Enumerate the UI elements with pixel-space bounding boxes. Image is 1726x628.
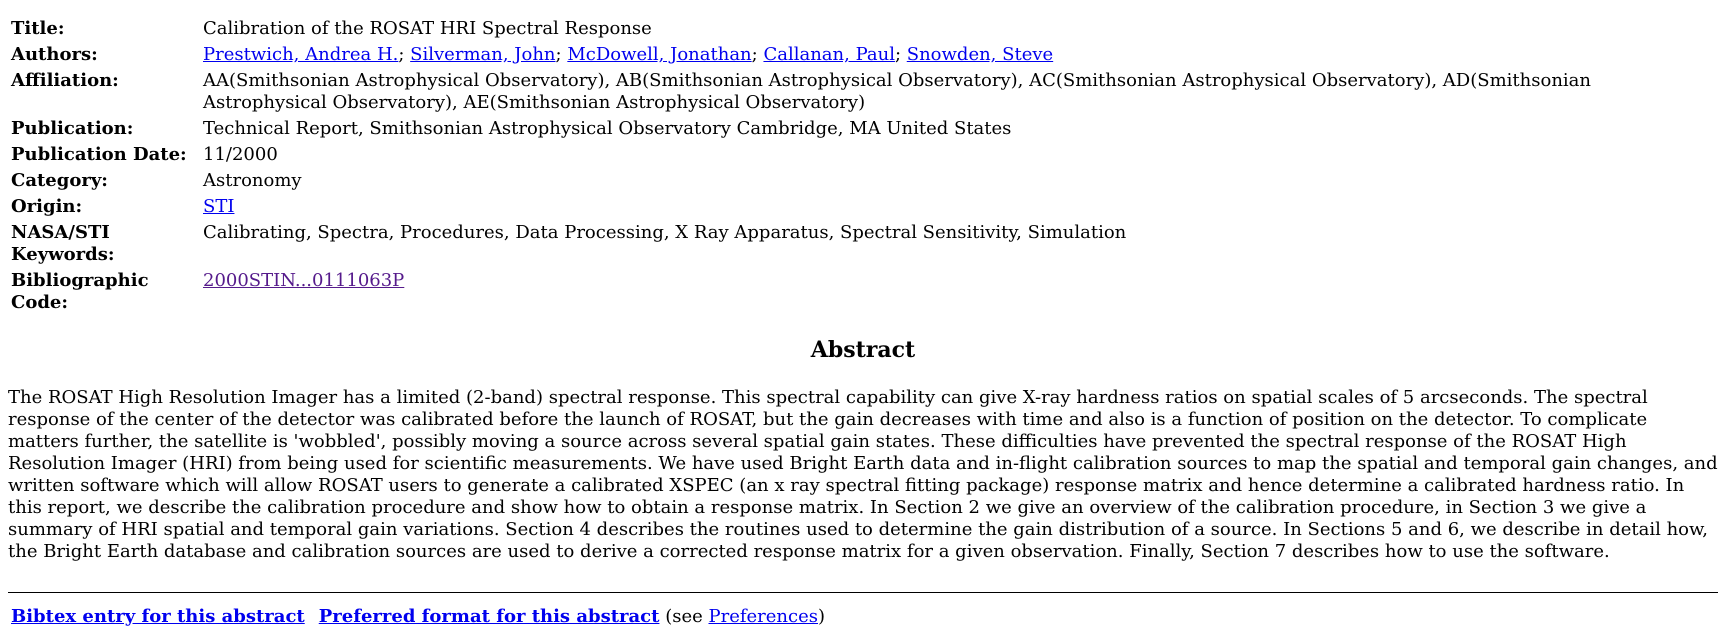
origin-value	[203, 196, 1718, 218]
authors-list	[203, 44, 1718, 66]
see-suffix: )	[818, 606, 826, 627]
metadata-table	[8, 18, 1718, 318]
authors-row	[8, 44, 1718, 66]
origin-row	[8, 196, 1718, 218]
see-prefix: (see	[665, 606, 709, 627]
category-value: Astronomy	[203, 170, 302, 191]
author-separator: ;	[555, 44, 568, 65]
pubdate-value: 11/2000	[203, 144, 278, 165]
abstract-text: The ROSAT High Resolution Imager has a limited (2-band) spectral response. This spectral capability can give X-ray hardness ratios on spatial scales of 5 arcseconds. The spectral response of the center of the detector was calibrated before the launch of ROSAT, but the gain decreases with time and also is a function of position on the detector. To complicate matters further, the satellite is 'wobbled', possibly moving a source across several spatial gain states. These difficulties have prevented the spectral response of the ROSAT High Resolution Imager (HRI) from being used for scientific measurements. We have used Bright Earth data and in-flight calibration sources to map the spatial and temporal gain changes, and written software which will allow ROSAT users to generate a calibrated XSPEC (an x ray spectral fitting package) response matrix and hence determine a calibrated hardness ratio. In this report, we describe the calibration procedure and show how to obtain a response matrix. In Section 2 we give an overview of the calibration procedure, in Section 3 we give a summary of HRI spatial and temporal gain variations. Section 4 describes the routines used to determine the gain distribution of a source. In Sections 5 and 6, we describe in detail how, the Bright Earth database and calibration sources are used to derive a corrected response matrix for a given observation. Finally, Section 7 describes how to use the software.	[8, 387, 1718, 562]
publication-row	[8, 118, 1718, 140]
keywords-row	[8, 222, 1718, 266]
title-row	[8, 18, 1718, 40]
author-separator: ;	[398, 44, 411, 65]
bibtex-link[interactable]: Bibtex entry for this abstract	[11, 606, 305, 627]
preferences-link[interactable]: Preferences	[708, 606, 818, 627]
author-link[interactable]: Prestwich, Andrea H.	[203, 44, 399, 65]
author-link[interactable]: Callanan, Paul	[763, 44, 895, 65]
keywords-value: Calibrating, Spectra, Procedures, Data Processing, X Ray Apparatus, Spectral Sensitivity, Simulation	[203, 222, 1127, 243]
pubdate-row	[8, 144, 1718, 166]
footer-links	[11, 606, 825, 628]
bibcode-row	[8, 270, 1718, 314]
publication-label: Publication:	[11, 118, 134, 139]
preferred-format-link[interactable]: Preferred format for this abstract	[318, 606, 660, 627]
category-label: Category:	[11, 170, 108, 191]
bibcode-label: Bibliographic Code:	[11, 270, 149, 313]
author-link[interactable]: McDowell, Jonathan	[567, 44, 752, 65]
title-label: Title:	[11, 18, 65, 39]
bibcode-value	[203, 270, 1718, 314]
affiliation-row	[8, 70, 1718, 114]
bibcode-link[interactable]: 2000STIN...0111063P	[203, 270, 405, 291]
author-link[interactable]: Silverman, John	[410, 44, 556, 65]
publication-value: Technical Report, Smithsonian Astrophysical Observatory Cambridge, MA United States	[203, 118, 1012, 139]
authors-label: Authors:	[11, 44, 98, 65]
affiliation-value: AA(Smithsonian Astrophysical Observatory), AB(Smithsonian Astrophysical Observatory), AC(Smithsonian Astrophysical Observatory), AD(Smithsonian Astrophysical Observatory), AE(Smithsonian Astrophysical Observatory)	[203, 70, 1591, 113]
origin-label: Origin:	[11, 196, 83, 217]
divider	[8, 592, 1718, 593]
category-row	[8, 170, 1718, 192]
origin-link[interactable]: STI	[203, 196, 235, 217]
title-value: Calibration of the ROSAT HRI Spectral Response	[203, 18, 652, 39]
pubdate-label: Publication Date:	[11, 144, 187, 165]
keywords-label: NASA/STI Keywords:	[11, 222, 115, 265]
affiliation-label: Affiliation:	[11, 70, 119, 91]
author-separator: ;	[751, 44, 764, 65]
author-link[interactable]: Snowden, Steve	[906, 44, 1054, 65]
abstract-heading: Abstract	[810, 337, 916, 363]
author-separator: ;	[894, 44, 907, 65]
